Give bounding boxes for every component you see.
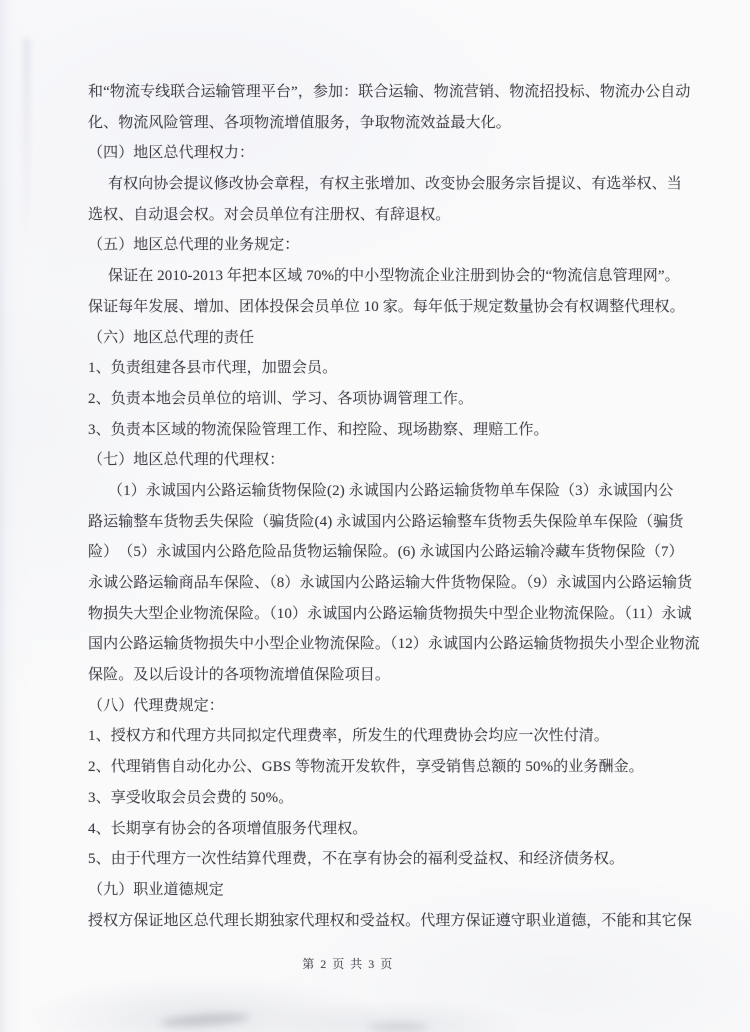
text-line: 路运输整车货物丢失保险（骗货险(4) 永诚国内公路运输整车货物丢失保险单车保险（骗货 <box>88 513 684 530</box>
document-body <box>88 77 714 936</box>
text-line: 保证每年发展、增加、团体投保会员单位 10 家。每年低于规定数量协会有权调整代理权。 <box>88 298 685 315</box>
text-line: 保证在 2010-2013 年把本区域 70%的中小型物流企业注册到协会的“物流信息管理网”。 <box>108 268 680 285</box>
text-line: （1）永诚国内公路运输货物保险(2) 永诚国内公路运输货物单车保险（3）永诚国内公 <box>108 482 674 499</box>
text-line: 2、代理销售自动化办公、GBS 等物流开发软件，享受销售总额的 50%的业务酬金。 <box>88 759 644 776</box>
text-line: 有权向协会提议修改协会章程，有权主张增加、改变协会服务宗旨提议、有选举权、当 <box>108 176 682 193</box>
text-line: 3、享受收取会员会费的 50%。 <box>88 789 294 806</box>
scan-smudge-artifact <box>368 1022 428 1032</box>
text-line: 保险。及以后设计的各项物流增值保险项目。 <box>88 667 391 684</box>
text-line: 险） （5）永诚国内公路危险品货物运输保险。(6) 永诚国内公路运输冷藏车货物保险（7） <box>88 544 684 561</box>
text-line: 化、物流风险管理、各项物流增值服务，争取物流效益最大化。 <box>88 114 511 131</box>
text-line: 永诚公路运输商品车保险、（8）永诚国内公路运输大件货物保险。（9）永诚国内公路运输货 <box>88 575 693 591</box>
text-line: 2、负责本地会员单位的培训、学习、各项协调管理工作。 <box>88 390 474 407</box>
text-line: （八）代理费规定： <box>88 697 224 714</box>
text-line: 5、由于代理方一次性结算代理费，不在享有协会的福利受益权、和经济债务权。 <box>88 851 625 868</box>
text-line: 1、负责组建各县市代理，加盟会员。 <box>88 360 338 377</box>
page-number-footer: 第 2 页 共 3 页 <box>302 957 394 971</box>
text-line: 选权、自动退会权。对会员单位有注册权、有辞退权。 <box>88 206 451 223</box>
scan-edge-streak <box>23 38 30 248</box>
text-line: （五）地区总代理的业务规定： <box>88 237 300 254</box>
text-line: 授权方保证地区总代理长期独家代理权和受益权。代理方保证遵守职业道德，不能和其它保 <box>88 912 693 929</box>
text-line: 和“物流专线联合运输管理平台”，参加：联合运输、物流营销、物流招投标、物流办公自动 <box>88 84 691 100</box>
text-line: 1、授权方和代理方共同拟定代理费率，所发生的代理费协会均应一次性付清。 <box>88 728 610 745</box>
scan-smudge-artifact <box>160 1011 251 1029</box>
text-line: 物损失大型企业物流保险。（10）永诚国内公路运输货物损失中型企业物流保险。（11）永诚 <box>88 605 692 622</box>
text-line: （九）职业道德规定 <box>88 881 224 898</box>
text-line: 4、长期享有协会的各项增值服务代理权。 <box>88 820 368 837</box>
text-line: （四）地区总代理权力： <box>88 145 255 162</box>
text-line: （七）地区总代理的代理权： <box>88 452 285 469</box>
text-line: 国内公路运输货物损失中小型企业物流保险。（12）永诚国内公路运输货物损失小型企业物流 <box>88 636 700 653</box>
text-line: （六）地区总代理的责任 <box>88 329 255 346</box>
text-line: 3、负责本区域的物流保险管理工作、和控险、现场勘察、理赔工作。 <box>88 421 549 438</box>
